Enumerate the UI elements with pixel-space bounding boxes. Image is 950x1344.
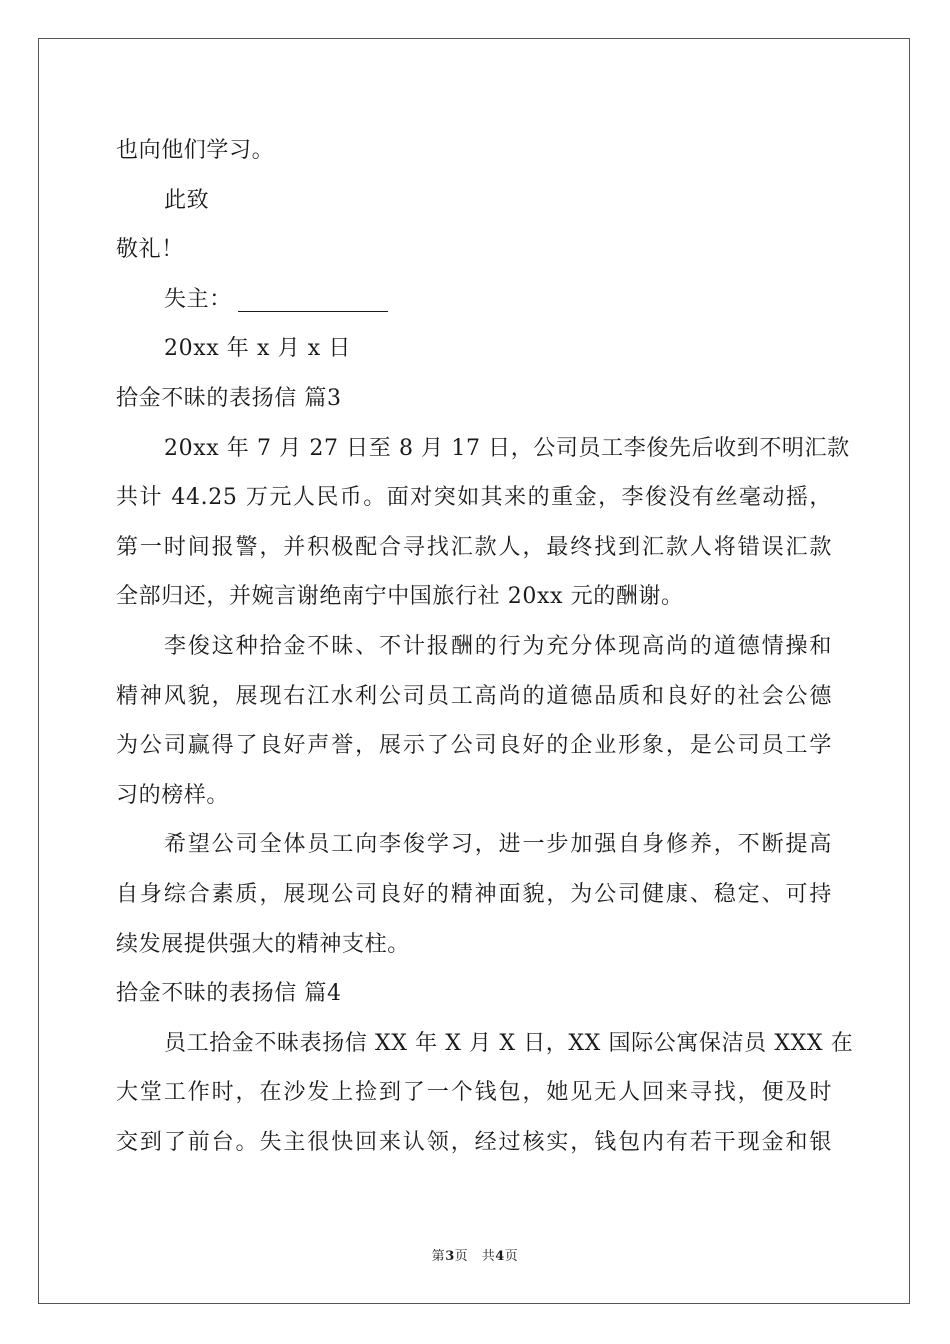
- paragraph-line: 李俊这种拾金不昧、不计报酬的行为充分体现高尚的道德情操和: [164, 633, 832, 659]
- paragraph-line: 20xx 年 7 月 27 日至 8 月 17 日，公司员工李俊先后收到不明汇款: [164, 435, 850, 461]
- paragraph-line: 自身综合素质，展现公司良好的精神面貌，为公司健康、稳定、可持: [116, 881, 832, 907]
- signature-line: [116, 275, 832, 325]
- section-heading: 拾金不昧的表扬信 篇3: [116, 385, 342, 411]
- page-footer: [0, 1245, 950, 1264]
- signature-blank: [238, 291, 388, 312]
- paragraph-line: 精神风貌，展现右江水利公司员工高尚的道德品质和良好的社会公德: [116, 683, 832, 709]
- signer-label: 失主：: [164, 286, 232, 312]
- paragraph-line: 为公司赢得了良好声誉，展示了公司良好的企业形象，是公司员工学: [116, 733, 832, 759]
- paragraph-line: 共计 44.25 万元人民币。面对突如其来的重金，李俊没有丝毫动摇，: [116, 485, 832, 511]
- paragraph-line: 也向他们学习。: [116, 138, 275, 163]
- paragraph-line: 第一时间报警，并积极配合寻找汇款人，最终找到汇款人将错误汇款: [116, 534, 832, 560]
- page-current: 3: [445, 1249, 455, 1264]
- page-suffix: 页: [504, 1249, 519, 1264]
- paragraph-line: 习的榜样。: [116, 782, 230, 808]
- page-total: 4: [495, 1249, 505, 1264]
- date-line: 20xx 年 x 月 x 日: [164, 336, 351, 362]
- paragraph-line: 全部归还，并婉言谢绝南宁中国旅行社 20xx 元的酬谢。: [116, 584, 684, 610]
- paragraph-line: 大堂工作时，在沙发上捡到了一个钱包，她见无人回来寻找，便及时: [116, 1080, 832, 1106]
- paragraph-line: 员工拾金不昧表扬信 XX 年 X 月 X 日，XX 国际公寓保洁员 XXX 在: [164, 1030, 854, 1056]
- page-mid: 页 共: [454, 1249, 496, 1264]
- page-prefix: 第: [431, 1249, 446, 1264]
- document-body: [116, 126, 854, 1167]
- salutation-line: 此致: [164, 187, 210, 213]
- paragraph-line: 希望公司全体员工向李俊学习，进一步加强自身修养，不断提高: [164, 832, 832, 858]
- section-heading: 拾金不昧的表扬信 篇4: [116, 981, 342, 1007]
- paragraph-line: 交到了前台。失主很快回来认领，经过核实，钱包内有若干现金和银: [116, 1129, 832, 1155]
- salutation-line: 敬礼！: [116, 237, 184, 263]
- paragraph-line: 续发展提供强大的精神支柱。: [116, 931, 410, 957]
